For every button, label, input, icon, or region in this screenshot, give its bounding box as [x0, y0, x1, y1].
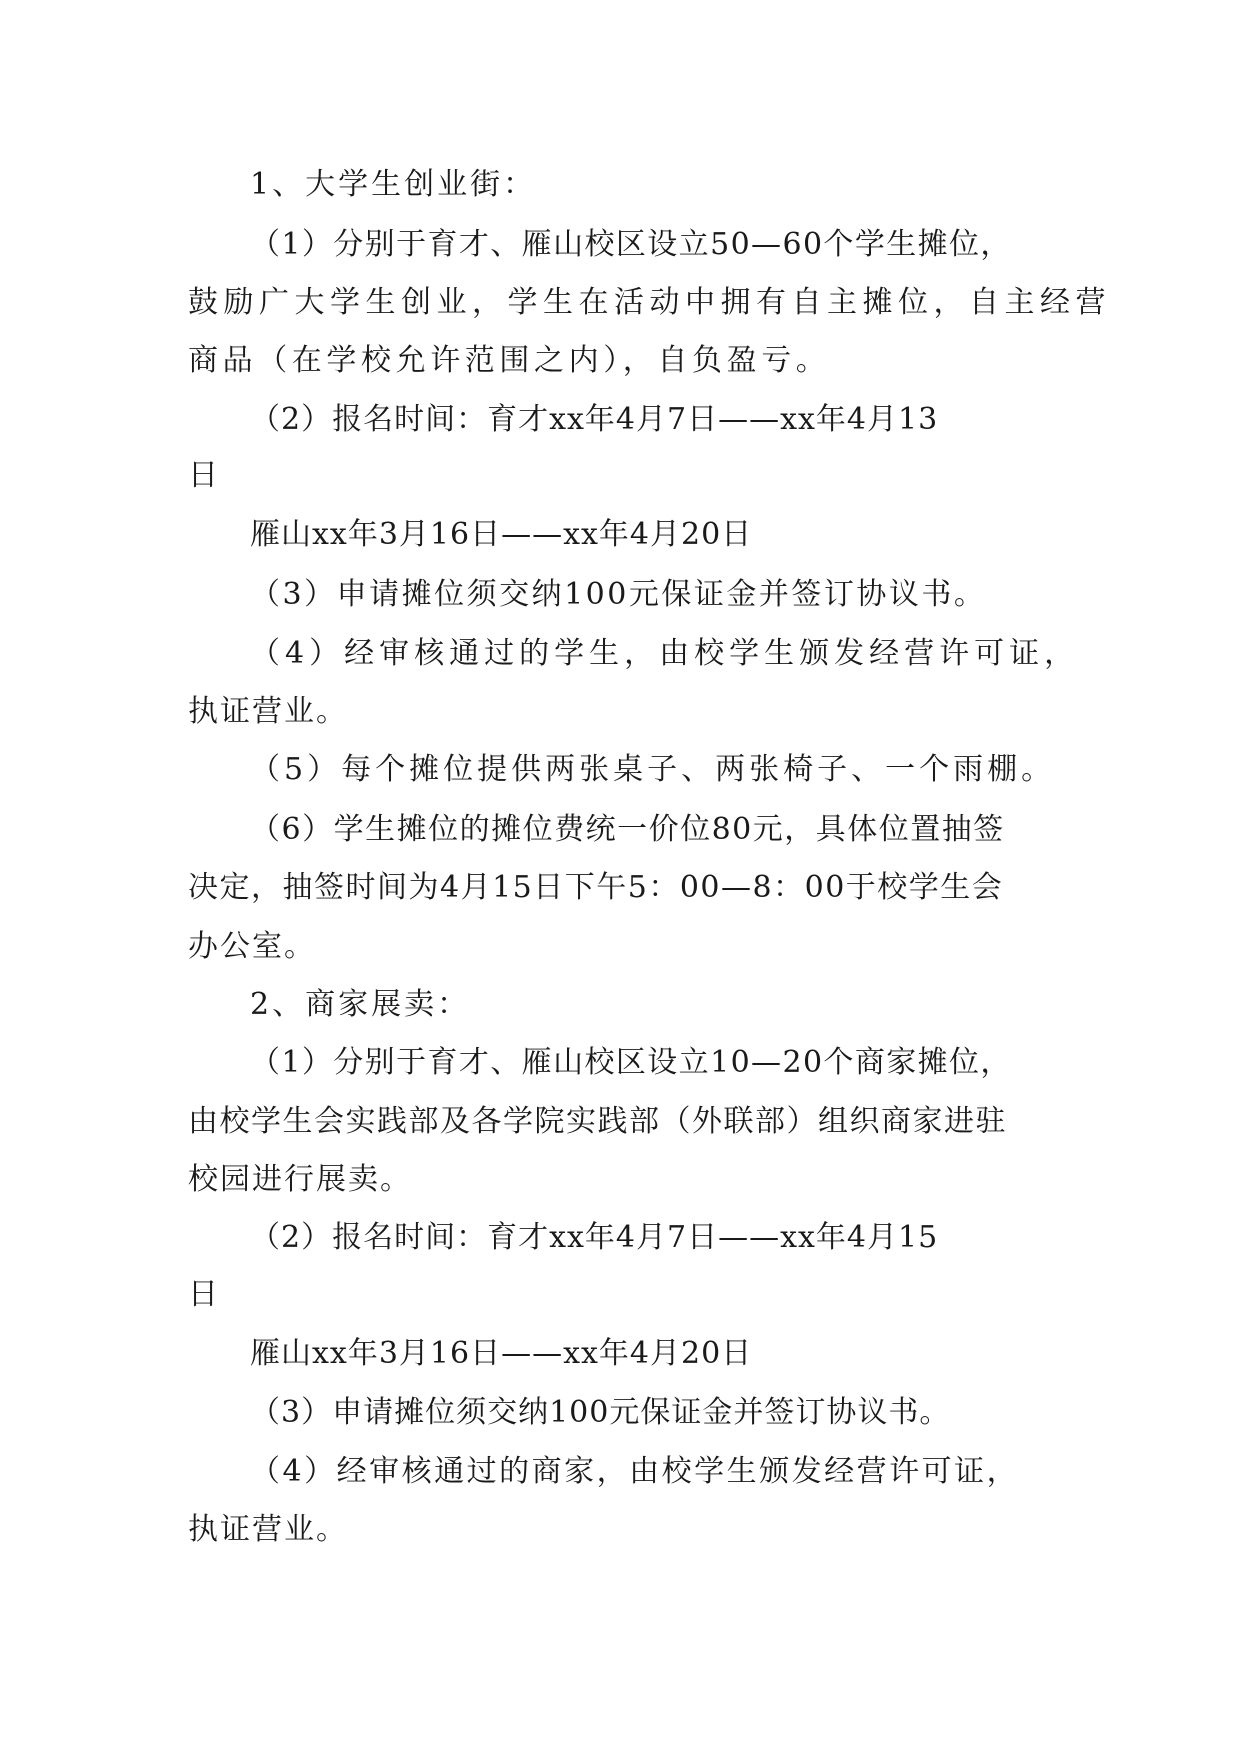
- paragraph-line: （3）申请摊位须交纳100元保证金并签订协议书。: [250, 577, 987, 612]
- paragraph-line: 商品（在学校允许范围之内），自负盈亏。: [188, 343, 831, 378]
- paragraph-line: 雁山xx年3月16日——xx年4月20日: [250, 1336, 753, 1371]
- paragraph-line: （3）申请摊位须交纳100元保证金并签订协议书。: [250, 1395, 951, 1430]
- paragraph-line: （6）学生摊位的摊位费统一价位80元，具体位置抽签: [250, 812, 1005, 847]
- paragraph-line: （2）报名时间：育才xx年4月7日——xx年4月13: [250, 402, 939, 437]
- section-heading-startup-street: 1、大学生创业街：: [250, 167, 537, 202]
- paragraph-line: 决定，抽签时间为4月15日下午5：00—8：00于校学生会: [188, 870, 1004, 905]
- paragraph-line: 鼓励广大学生创业，学生在活动中拥有自主摊位，自主经营: [188, 285, 1111, 320]
- paragraph-line: 办公室。: [188, 929, 316, 964]
- paragraph-line: （4）经审核通过的商家，由校学生颁发经营许可证，: [250, 1454, 1020, 1489]
- paragraph-line: （4）经审核通过的学生，由校学生颁发经营许可证，: [250, 636, 1080, 671]
- paragraph-line: 雁山xx年3月16日——xx年4月20日: [250, 517, 753, 552]
- paragraph-line: 执证营业。: [188, 1512, 348, 1547]
- paragraph-line: 由校学生会实践部及各学院实践部（外联部）组织商家进驻: [188, 1104, 1007, 1139]
- paragraph-line: 执证营业。: [188, 694, 348, 729]
- paragraph-line: 校园进行展卖。: [188, 1162, 412, 1197]
- paragraph-line: （1）分别于育才、雁山校区设立10—20个商家摊位，: [250, 1045, 1012, 1080]
- paragraph-line: （5）每个摊位提供两张桌子、两张椅子、一个雨棚。: [250, 752, 1056, 787]
- paragraph-line: （1）分别于育才、雁山校区设立50—60个学生摊位，: [250, 227, 1012, 262]
- paragraph-line: 日: [188, 1277, 218, 1312]
- paragraph-line: 日: [188, 458, 218, 493]
- section-heading-merchant-exhibition: 2、商家展卖：: [250, 987, 471, 1022]
- paragraph-line: （2）报名时间：育才xx年4月7日——xx年4月15: [250, 1220, 939, 1255]
